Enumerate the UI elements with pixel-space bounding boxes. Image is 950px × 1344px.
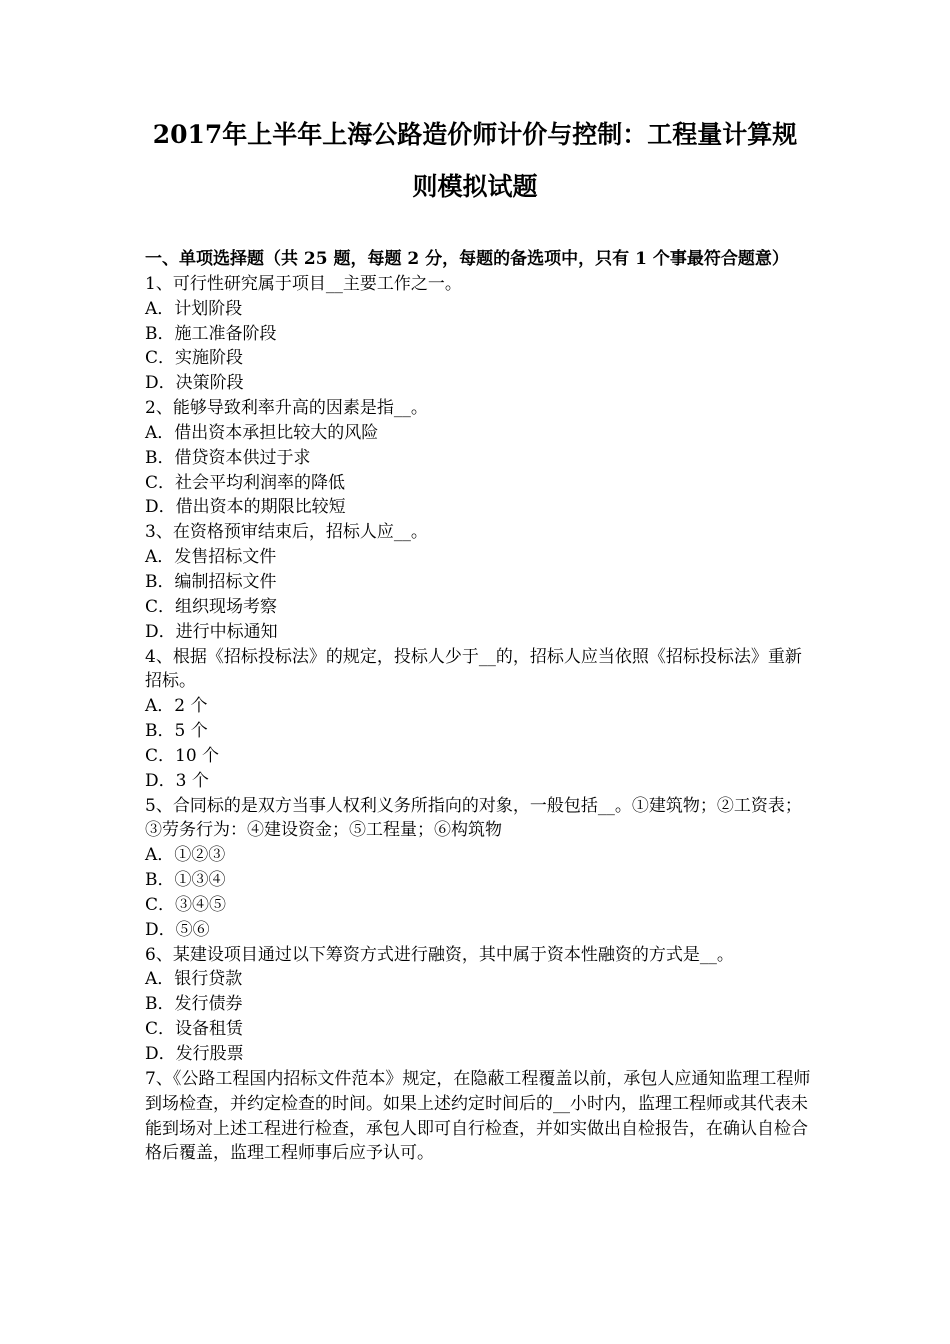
question-5	[145, 794, 813, 943]
question-stem: 7、《公路工程国内招标文件范本》规定，在隐蔽工程覆盖以前，承包人应通知监理工程师到场检查，并约定检查的时间。如果上述约定时间后的__小时内，监理工程师或其代表未能到场对上述工程进行检查，承包人即可自行检查，并如实做出自检报告，在确认自检合格后覆盖，监理工程师事后应予认可。	[145, 1068, 811, 1164]
document-title-line-2: 则模拟试题	[412, 172, 538, 201]
option-a: A．借出资本承担比较大的风险	[145, 422, 379, 443]
option-a: A．银行贷款	[145, 969, 243, 990]
question-7	[145, 1067, 813, 1166]
question-stem: 5、合同标的是双方当事人权利义务所指向的对象，一般包括__。①建筑物；②工资表；③劳务行为：④建设资金；⑤工程量；⑥构筑物	[145, 795, 802, 841]
question-6	[145, 943, 813, 1067]
option-c: C．10 个	[145, 745, 220, 766]
option-b: B．发行债券	[145, 994, 243, 1015]
option-b: B．编制招标文件	[145, 571, 277, 592]
document-body	[145, 247, 813, 1166]
question-stem: 4、根据《招标投标法》的规定，投标人少于__的，招标人应当依照《招标投标法》重新招标。	[145, 646, 802, 692]
question-4	[145, 645, 813, 794]
question-stem: 6、某建设项目通过以下筹资方式进行融资，其中属于资本性融资的方式是__。	[145, 944, 734, 965]
option-a: A．①②③	[145, 845, 226, 866]
option-a: A．计划阶段	[145, 298, 243, 319]
option-b: B．①③④	[145, 870, 226, 891]
option-d: D．进行中标通知	[145, 621, 278, 642]
option-b: B．施工准备阶段	[145, 323, 277, 344]
question-stem: 3、在资格预审结束后，招标人应__。	[145, 522, 428, 543]
option-d: D．借出资本的期限比较短	[145, 497, 346, 518]
question-stem: 2、能够导致利率升高的因素是指__。	[145, 398, 428, 419]
option-c: C．③④⑤	[145, 894, 227, 915]
option-d: D．3 个	[145, 770, 209, 791]
question-3	[145, 520, 813, 644]
option-d: D．⑤⑥	[145, 919, 210, 940]
question-stem: 1、可行性研究属于项目__主要工作之一。	[145, 273, 462, 294]
option-a: A．发售招标文件	[145, 547, 277, 568]
option-c: C．实施阶段	[145, 348, 244, 369]
question-1	[145, 272, 813, 396]
option-b: B．5 个	[145, 721, 208, 742]
option-a: A．2 个	[145, 696, 208, 717]
option-c: C．设备租赁	[145, 1019, 244, 1040]
option-d: D．决策阶段	[145, 373, 244, 394]
option-c: C．社会平均利润率的降低	[145, 472, 346, 493]
section-heading: 一、单项选择题（共 25 题，每题 2 分，每题的备选项中，只有 1 个事最符合题意）	[145, 249, 789, 269]
option-c: C．组织现场考察	[145, 596, 278, 617]
option-d: D．发行股票	[145, 1044, 244, 1064]
document-title-line-1: 2017年上半年上海公路造价师计价与控制：工程量计算规	[152, 120, 798, 149]
question-2	[145, 396, 813, 520]
option-b: B．借贷资本供过于求	[145, 447, 311, 468]
